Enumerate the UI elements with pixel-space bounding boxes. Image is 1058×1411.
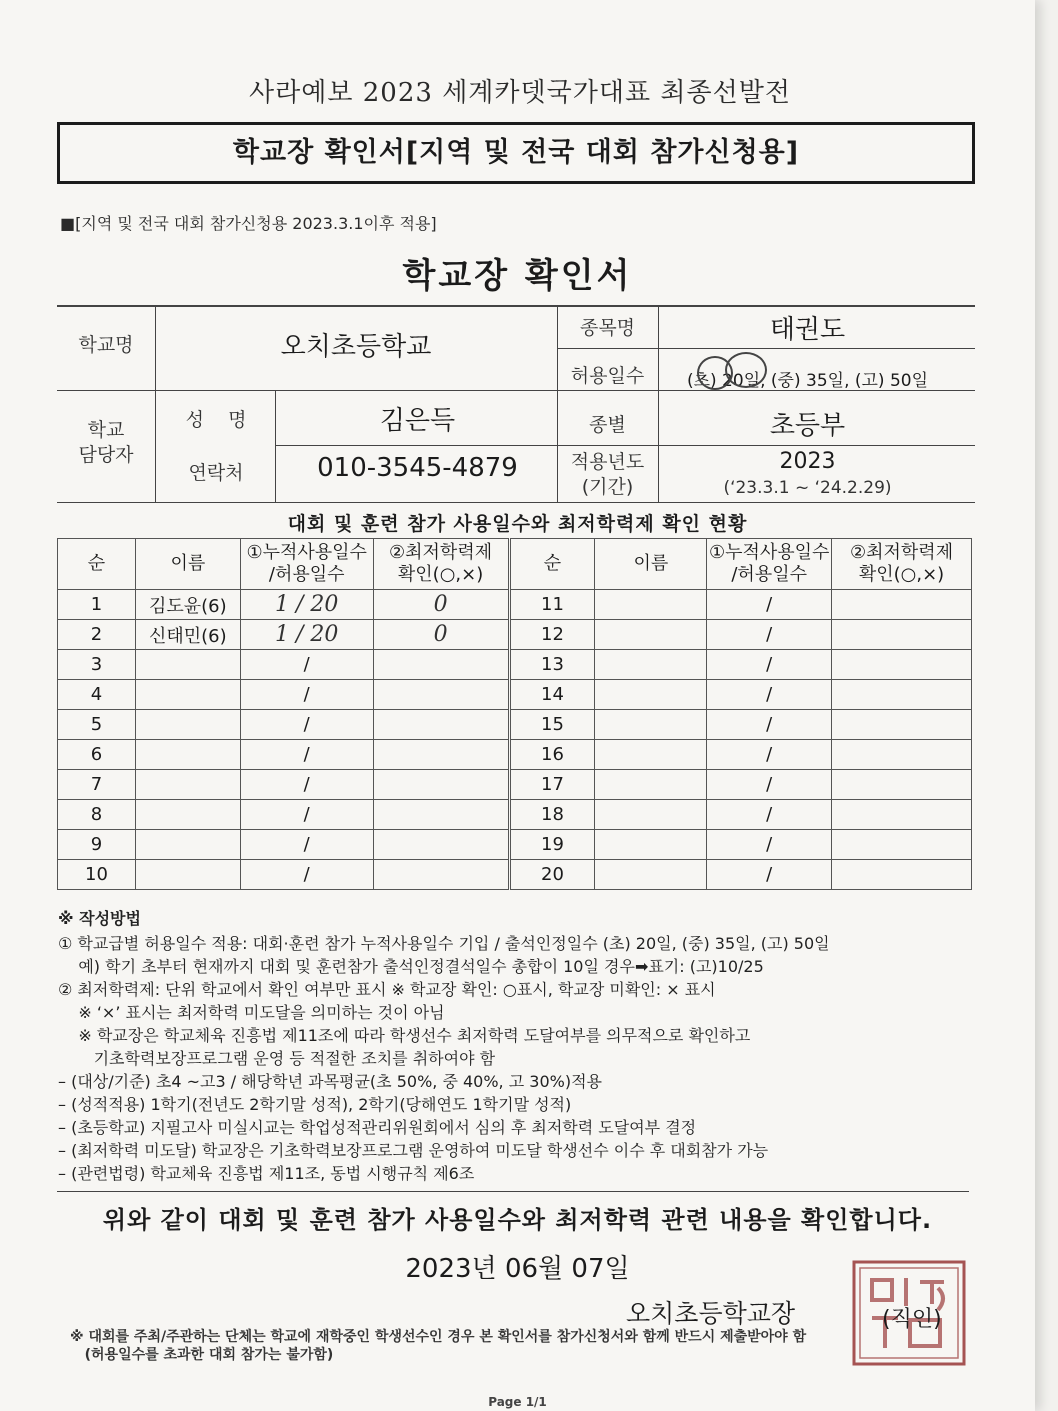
academic-check — [373, 680, 509, 710]
instruction-line: ② 최저학력제: 단위 학교에서 확인 여부만 표시 ※ 학교장 확인: ○표시, 학교장 미확인: × 표시 — [58, 980, 716, 999]
academic-check — [832, 740, 972, 770]
table-row — [58, 770, 972, 800]
row-number: 2 — [58, 620, 136, 650]
header-check: ②최저학력제 확인(○,×) — [832, 539, 972, 590]
row-number: 11 — [509, 590, 595, 620]
name-value: 김은득 — [379, 406, 456, 436]
table-row — [58, 800, 972, 830]
table-row — [58, 740, 972, 770]
school-label: 학교명 — [78, 334, 134, 356]
row-number: 3 — [58, 650, 136, 680]
header-days: ①누적사용일수 /허용일수 — [707, 539, 832, 590]
info-rule — [557, 348, 975, 349]
table-row — [58, 680, 972, 710]
instruction-line: ※ ‘×’ 표시는 최저학력 미도달을 의미하는 것이 아님 — [58, 1003, 445, 1022]
student-name — [135, 860, 240, 890]
info-col-rule — [658, 306, 659, 502]
academic-check — [373, 710, 509, 740]
student-name — [595, 770, 707, 800]
instruction-line: ※ 학교장은 학교체육 진흥법 제11조에 따라 학생선수 최저학력 도달여부를 의무적으로 확인하고 — [58, 1026, 751, 1045]
footnote-line: (허용일수를 초과한 대회 참가는 불가함) — [70, 1347, 334, 1363]
row-number: 15 — [509, 710, 595, 740]
days-used: / — [240, 830, 373, 860]
student-name — [135, 830, 240, 860]
header-days: ①누적사용일수 /허용일수 — [240, 539, 373, 590]
days-used: / — [707, 620, 832, 650]
student-name — [595, 800, 707, 830]
row-number: 7 — [58, 770, 136, 800]
academic-check — [373, 830, 509, 860]
academic-check — [832, 650, 972, 680]
allowed-days-label: 허용일수 — [570, 365, 645, 387]
instructions-list — [58, 932, 978, 1185]
student-name — [595, 590, 707, 620]
student-name — [135, 800, 240, 830]
hand-circle-mark — [725, 352, 767, 388]
table-row — [58, 710, 972, 740]
row-number: 5 — [58, 710, 136, 740]
days-used: / — [240, 770, 373, 800]
division-label: 종별 — [589, 414, 626, 436]
row-number: 1 — [58, 590, 136, 620]
days-used: / — [707, 770, 832, 800]
row-number: 6 — [58, 740, 136, 770]
days-used: 1 / 20 — [240, 620, 373, 650]
info-rule — [275, 445, 975, 446]
section-title: 대회 및 훈련 참가 사용일수와 최저학력제 확인 현황 — [287, 513, 748, 535]
student-name: 신태민(6) — [135, 620, 240, 650]
info-col-rule — [275, 390, 276, 502]
days-used: / — [707, 680, 832, 710]
allowed-days-value: (초) 20일, (중) 35일, (고) 50일 — [686, 371, 929, 391]
academic-check — [373, 770, 509, 800]
student-name — [595, 740, 707, 770]
academic-check — [832, 770, 972, 800]
instruction-line: – (최저학력 미도달) 학교장은 기초학력보장프로그램 운영하여 미도달 학생선수 이수 후 대회참가 가능 — [58, 1141, 769, 1160]
instruction-line: – (관련법령) 학교체육 진흥법 제11조, 동법 시행규칙 제6조 — [58, 1164, 475, 1183]
academic-check — [832, 800, 972, 830]
row-number: 14 — [509, 680, 595, 710]
days-used: / — [240, 650, 373, 680]
principal-name: 오치초등학교장 — [626, 1299, 796, 1328]
academic-check — [832, 710, 972, 740]
academic-check — [373, 650, 509, 680]
row-number: 4 — [58, 680, 136, 710]
issue-date: 2023년 06월 07일 — [405, 1254, 630, 1284]
banner-title: 학교장 확인서[지역 및 전국 대회 참가신청용] — [57, 122, 975, 184]
instruction-line: ① 학교급별 허용일수 적용: 대회·훈련 참가 누적사용일수 기입 / 출석인정일수 (초) 20일, (중) 35일, (고) 50일 — [58, 934, 830, 953]
academic-check — [373, 740, 509, 770]
table-row — [58, 620, 972, 650]
contact-label: 연락처 — [188, 462, 244, 484]
table-row — [58, 590, 972, 620]
row-number: 20 — [509, 860, 595, 890]
row-number: 19 — [509, 830, 595, 860]
student-name — [135, 650, 240, 680]
student-name: 김도윤(6) — [135, 590, 240, 620]
academic-check — [373, 800, 509, 830]
student-name — [135, 740, 240, 770]
days-used: / — [240, 680, 373, 710]
academic-check — [832, 680, 972, 710]
table-row — [58, 860, 972, 890]
days-used: / — [707, 800, 832, 830]
student-name — [595, 650, 707, 680]
academic-check — [832, 590, 972, 620]
confirm-rule — [57, 1191, 969, 1192]
sport-label: 종목명 — [579, 317, 636, 339]
academic-check: 0 — [373, 620, 509, 650]
student-name — [595, 860, 707, 890]
header-no: 순 — [58, 539, 136, 590]
info-rule — [57, 502, 975, 503]
row-number: 17 — [509, 770, 595, 800]
academic-check — [832, 860, 972, 890]
row-number: 16 — [509, 740, 595, 770]
instruction-line: 예) 학기 초부터 현재까지 대회 및 훈련참가 출석인정결석일수 총합이 10일 경우➡표기: (고)10/25 — [58, 957, 764, 976]
row-number: 9 — [58, 830, 136, 860]
event-title: 사라예보 2023 세계카뎃국가대표 최종선발전 — [249, 78, 791, 108]
academic-check — [373, 860, 509, 890]
row-number: 12 — [509, 620, 595, 650]
academic-check: 0 — [373, 590, 509, 620]
days-used: / — [707, 740, 832, 770]
year-value: 2023 — [779, 449, 836, 474]
info-col-rule — [557, 306, 558, 502]
manager-label: 학교 담당자 — [78, 419, 134, 466]
school-value: 오치초등학교 — [280, 332, 432, 362]
row-number: 10 — [58, 860, 136, 890]
year-period: (‘23.3.1 ~ ‘24.2.29) — [723, 478, 892, 498]
instruction-line: – (성적적용) 1학기(전년도 2학기말 성적), 2학기(당해연도 1학기말 성적) — [58, 1095, 572, 1114]
days-used: / — [707, 650, 832, 680]
student-name — [595, 620, 707, 650]
academic-check — [832, 830, 972, 860]
instruction-line: – (초등학교) 지필고사 미실시교는 학업성적관리위원회에서 심의 후 최저학력 도달여부 결정 — [58, 1118, 697, 1137]
student-name — [595, 680, 707, 710]
header-no: 순 — [509, 539, 595, 590]
top-note: ■[지역 및 전국 대회 참가신청용 2023.3.1이후 적용] — [60, 214, 437, 233]
name-label: 성 명 — [185, 409, 247, 431]
contact-value: 010-3545-4879 — [317, 453, 518, 483]
info-col-rule — [155, 306, 156, 502]
instructions-heading: ※ 작성방법 — [58, 909, 141, 928]
document-title: 학교장 확인서 — [402, 256, 633, 296]
days-used: 1 / 20 — [240, 590, 373, 620]
row-number: 13 — [509, 650, 595, 680]
header-check: ②최저학력제 확인(○,×) — [373, 539, 509, 590]
days-used: / — [240, 710, 373, 740]
row-number: 8 — [58, 800, 136, 830]
footnote — [70, 1328, 806, 1364]
days-used: / — [707, 710, 832, 740]
student-name — [135, 710, 240, 740]
days-used: / — [707, 590, 832, 620]
participation-table — [57, 538, 972, 890]
year-label: 적용년도 (기간) — [570, 451, 645, 498]
row-number: 18 — [509, 800, 595, 830]
academic-check — [832, 620, 972, 650]
confirmation-text: 위와 같이 대회 및 훈련 참가 사용일수와 최저학력 관련 내용을 확인합니다. — [102, 1206, 933, 1234]
student-name — [595, 830, 707, 860]
seal-role: (직인) — [882, 1307, 942, 1332]
table-row — [58, 650, 972, 680]
student-name — [595, 710, 707, 740]
instruction-line: – (대상/기준) 초4 ~고3 / 해당학년 과목평균(초 50%, 중 40%, 고 30%)적용 — [58, 1072, 602, 1091]
header-name: 이름 — [595, 539, 707, 590]
days-used: / — [240, 740, 373, 770]
student-name — [135, 770, 240, 800]
division-value: 초등부 — [769, 411, 846, 441]
days-used: / — [240, 800, 373, 830]
table-row — [58, 830, 972, 860]
page-label: Page 1/1 — [488, 1395, 547, 1409]
days-used: / — [707, 860, 832, 890]
days-used: / — [240, 860, 373, 890]
sport-value: 태권도 — [769, 315, 846, 345]
days-used: / — [707, 830, 832, 860]
info-top-rule — [57, 305, 975, 307]
instruction-line: 기초학력보장프로그램 운영 등 적절한 조치를 취하여야 함 — [58, 1049, 496, 1068]
footnote-line: ※ 대회를 주최/주관하는 단체는 학교에 재학중인 학생선수인 경우 본 확인서를 참가신청서와 함께 반드시 제출받아야 함 — [70, 1329, 807, 1345]
student-name — [135, 680, 240, 710]
header-name: 이름 — [135, 539, 240, 590]
